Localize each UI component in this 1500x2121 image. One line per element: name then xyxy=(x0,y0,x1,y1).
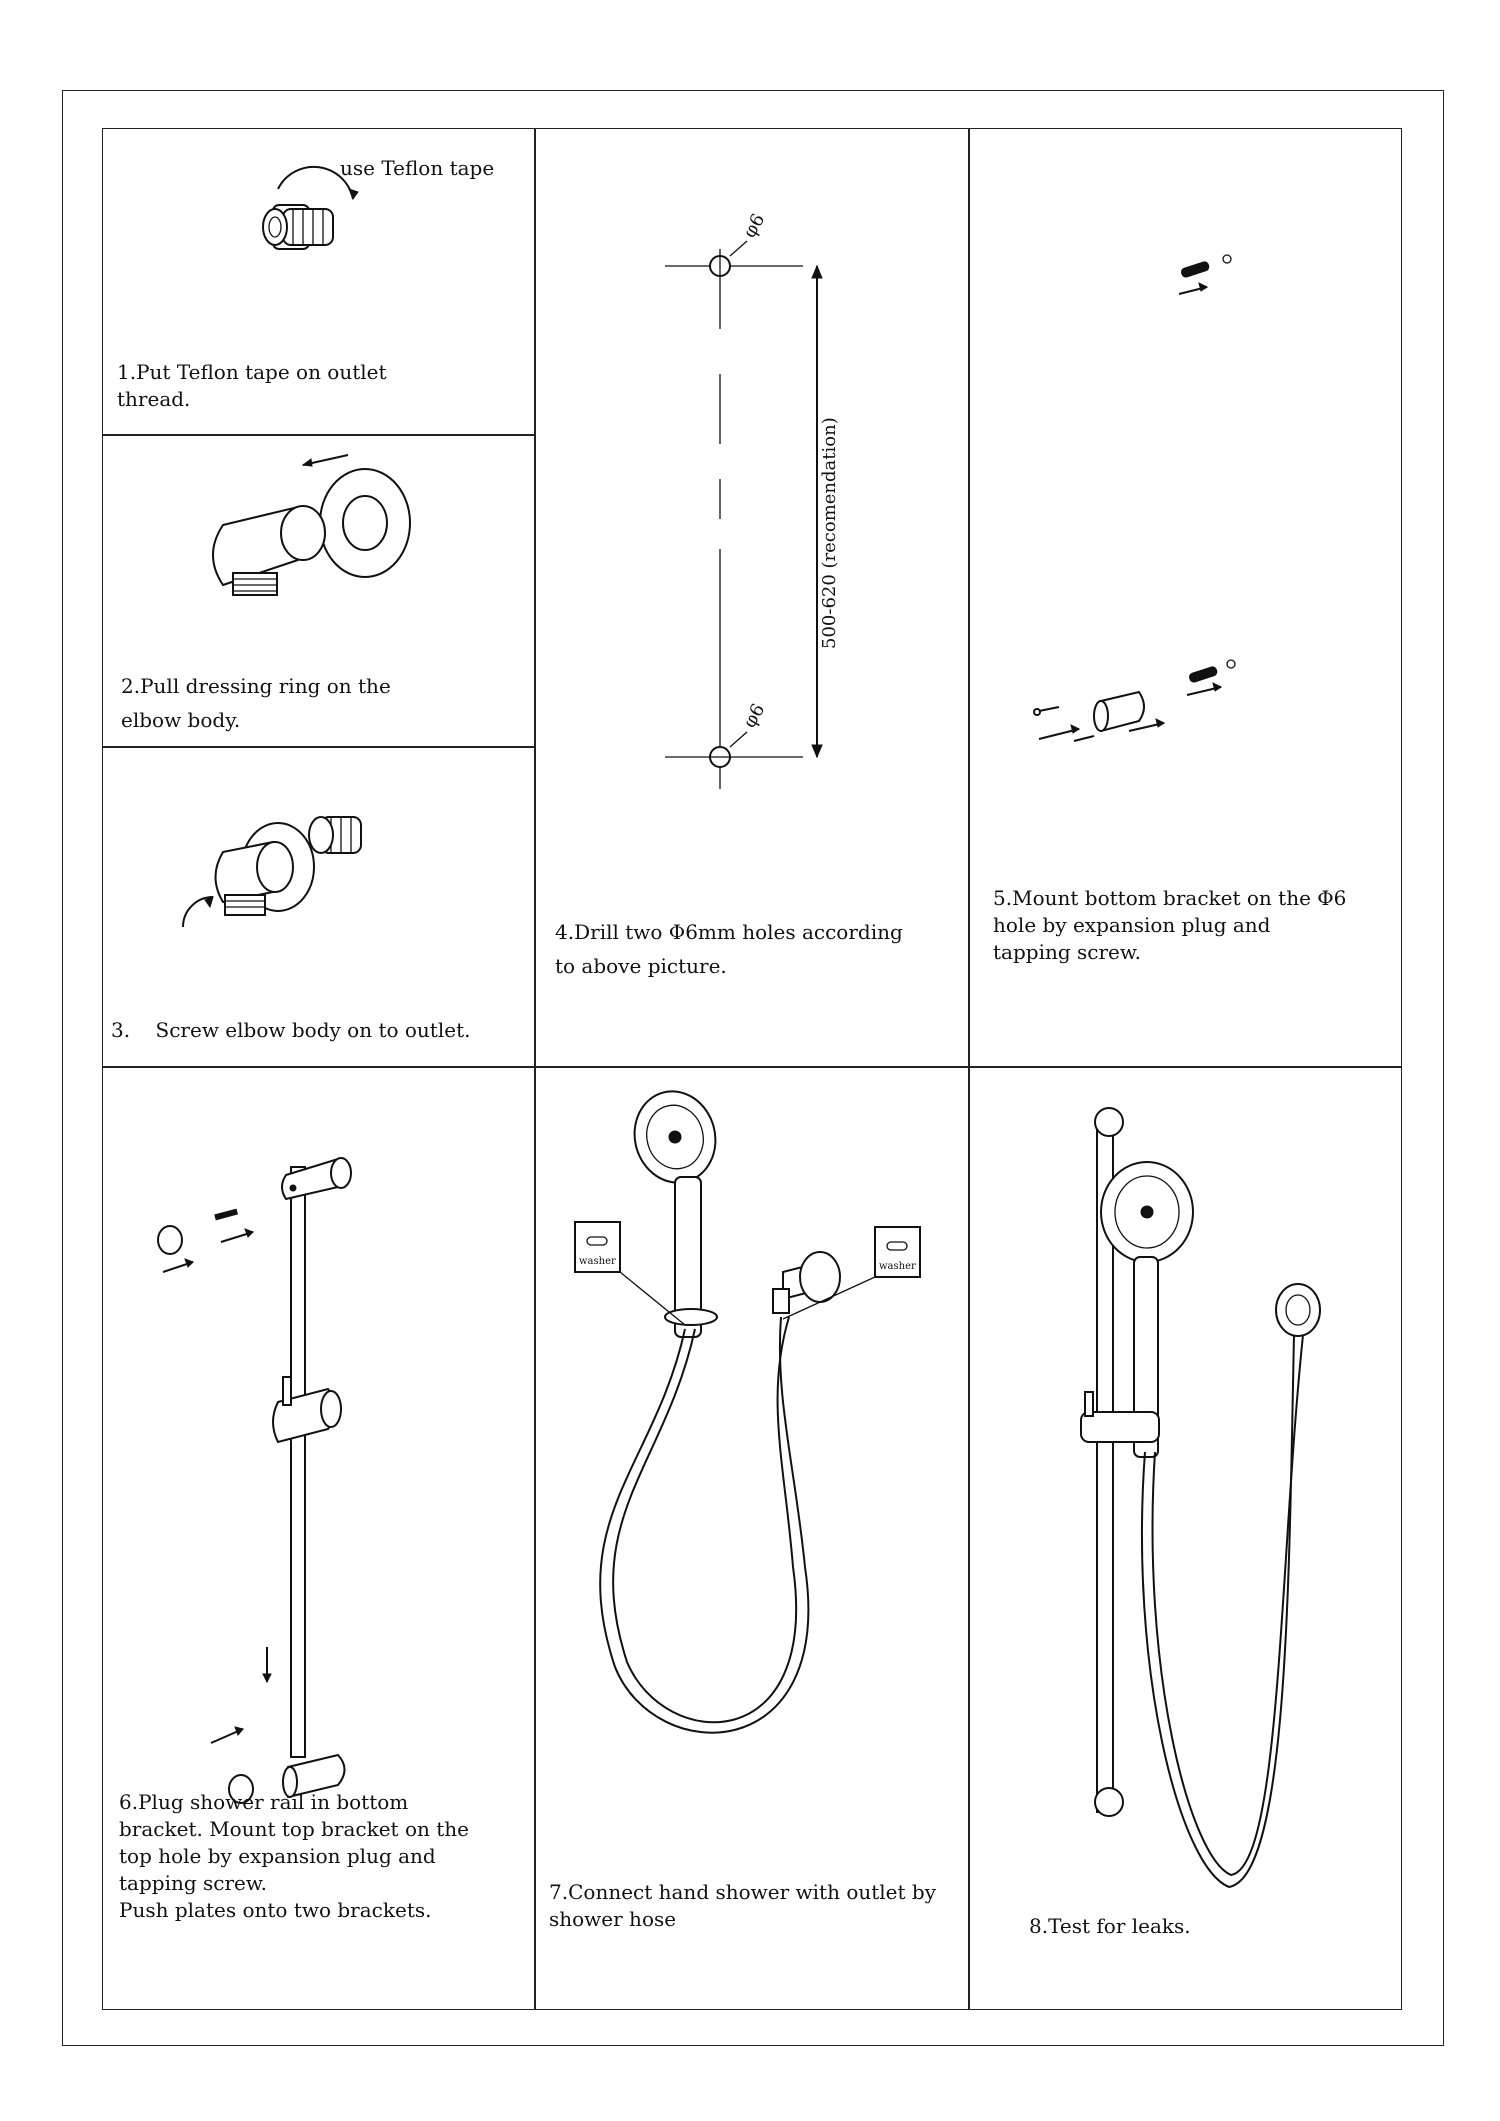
step-2-caption: 2.Pull dressing ring on the elbow body. xyxy=(121,674,391,732)
step-3-panel xyxy=(102,746,536,1068)
hole-distance-label: 500-620 (recomendation) xyxy=(819,417,840,649)
step-5-caption: 5.Mount bottom bracket on the Φ6 hole by expansion plug and tapping screw. xyxy=(993,886,1347,964)
step-8-panel xyxy=(968,1066,1402,2010)
step-6-caption: 6.Plug shower rail in bottom bracket. Mount top bracket on the top hole by expansion plug and tapping screw. Push plates onto two brackets. xyxy=(119,1790,469,1922)
step-7-panel xyxy=(534,1066,970,2010)
washer-label-right: washer xyxy=(879,1261,916,1272)
step-1-caption: 1.Put Teflon tape on outlet thread. xyxy=(117,360,387,411)
step-4-caption: 4.Drill two Φ6mm holes according to above picture. xyxy=(555,920,903,978)
step-1-panel xyxy=(102,128,536,436)
step-3-caption: 3. Screw elbow body on to outlet. xyxy=(111,1018,471,1042)
hose-connection-illustration xyxy=(535,1067,971,2011)
step-1-note: use Teflon tape xyxy=(340,156,495,180)
step-4-panel xyxy=(534,128,970,1068)
hole-label-bottom: φ6 xyxy=(739,700,770,732)
step-8-caption: 8.Test for leaks. xyxy=(1029,1914,1191,1938)
step-2-panel xyxy=(102,434,536,748)
washer-label-left: washer xyxy=(579,1256,616,1267)
hole-label-top: φ6 xyxy=(739,210,770,242)
step-5-panel xyxy=(968,128,1402,1068)
leak-test-illustration xyxy=(969,1067,1403,2011)
step-6-panel xyxy=(102,1066,536,2010)
step-7-caption: 7.Connect hand shower with outlet by shower hose xyxy=(549,1880,937,1931)
